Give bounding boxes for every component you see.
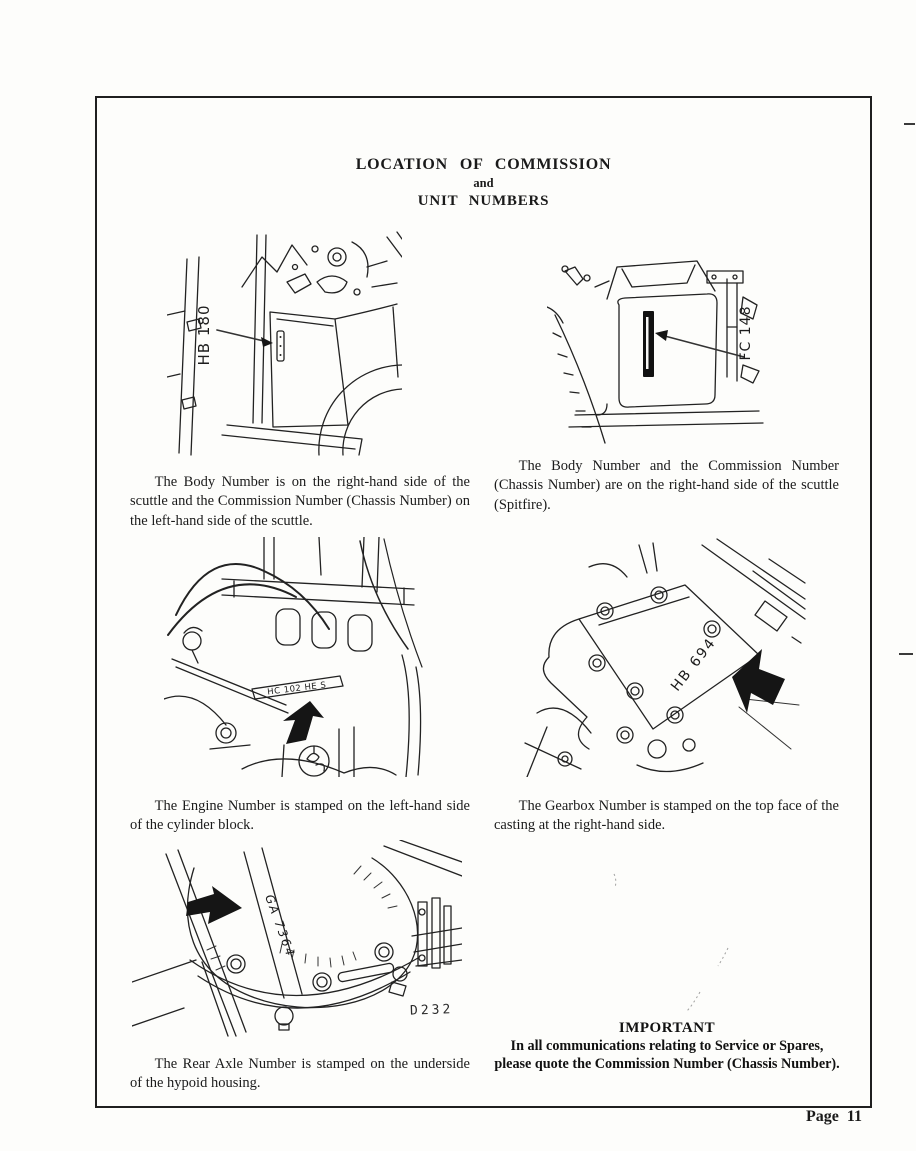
figure-herald-scuttle: [167, 227, 402, 462]
pointer-arrow: [732, 649, 785, 713]
scan-artifacts: [582, 842, 762, 1012]
page-number: Page 11: [806, 1108, 862, 1125]
important-notice: [491, 1020, 843, 1074]
commission-plate: [643, 311, 654, 377]
plate-number-label: FC 148: [738, 305, 754, 361]
caption-gearbox-number: The Gearbox Number is stamped on the top face of the casting at the right-hand side.: [494, 797, 839, 834]
axle-number-text: GA 7364: [262, 892, 298, 960]
pointer-arrow: [283, 701, 324, 744]
rear-axle-drawing: [132, 840, 462, 1040]
caption-engine-number: The Engine Number is stamped on the left-hand side of the cylinder block.: [130, 797, 470, 834]
title-line-1: LOCATION OF COMMISSION: [355, 156, 612, 173]
gearbox-drawing: [507, 537, 807, 777]
figure-gearbox: [507, 537, 807, 777]
title-line-2: and: [473, 176, 494, 190]
engine-number-plate: [252, 676, 343, 699]
engine-number-text: HC 102 HE S: [266, 680, 327, 698]
figure-spitfire-scuttle: [547, 257, 767, 447]
plate-number-label: HB 180: [195, 304, 213, 366]
caption-rear-axle-number: The Rear Axle Number is stamped on the underside of the hypoid housing.: [130, 1055, 470, 1092]
page-frame: [95, 96, 872, 1108]
important-line-2: please quote the Commission Number (Chassis Number).: [494, 1056, 840, 1073]
herald-scuttle-drawing: [167, 227, 402, 462]
caption-body-number-spitfire: The Body Number and the Commission Number (Chassis Number) are on the right-hand side of the scuttle (Spitfire).: [494, 457, 839, 513]
spitfire-scuttle-drawing: [547, 257, 767, 447]
commission-plate: [277, 331, 284, 361]
important-line-1: In all communications relating to Service or Spares,: [510, 1038, 824, 1054]
margin-tick: [904, 123, 915, 125]
engine-drawing: [164, 537, 426, 777]
page-title: [97, 156, 870, 210]
pointer-arrow: [186, 886, 242, 924]
title-line-3: UNIT NUMBERS: [417, 193, 550, 209]
label-arrow: [655, 330, 744, 357]
important-heading: IMPORTANT: [618, 1020, 716, 1036]
caption-body-number-herald: The Body Number is on the right-hand side of the scuttle and the Commission Number (Chassis Number) on the left-hand side of the scuttle.: [130, 473, 470, 529]
label-arrow: [217, 330, 273, 347]
line-art: [525, 539, 805, 777]
figure-rear-axle: [132, 840, 462, 1040]
drawing-reference: D232: [409, 1002, 454, 1019]
line-art: [547, 261, 763, 443]
margin-tick: [899, 653, 913, 655]
gearbox-number-text: HB 694: [668, 634, 720, 695]
figure-engine: [164, 537, 426, 777]
